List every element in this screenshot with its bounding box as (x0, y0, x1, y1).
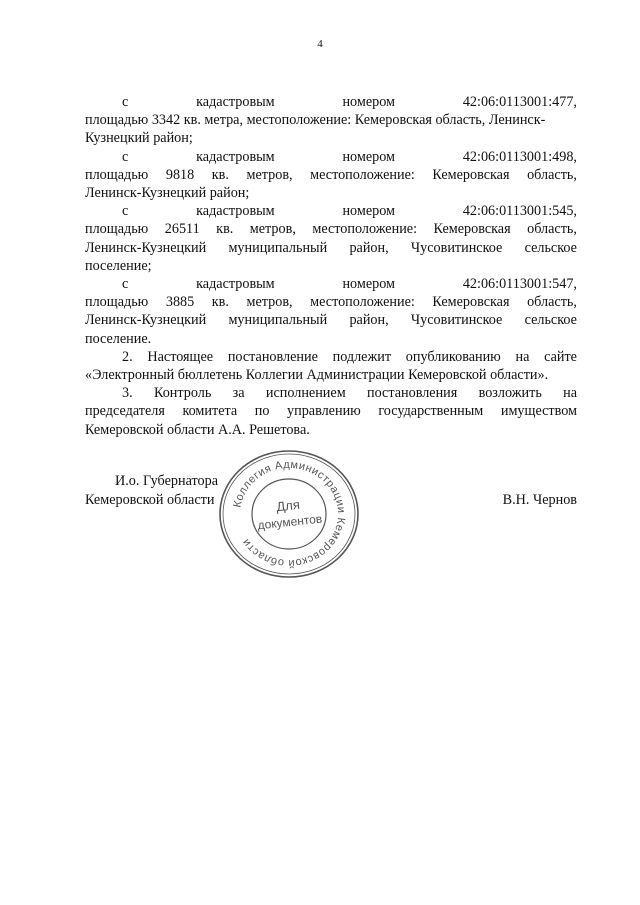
word: 3885 (165, 294, 195, 311)
word: постановление (227, 348, 318, 365)
word: Кемеровская (432, 294, 510, 311)
word: исполнением (265, 385, 346, 402)
stamp-center-line-1: Для (275, 496, 301, 515)
word: площадью (85, 294, 149, 311)
word: возложить (478, 385, 542, 402)
word: постановления (367, 385, 458, 402)
parcel-item-4-line-4: поселение. (85, 330, 152, 347)
paragraph-3-line-1 (85, 384, 577, 402)
word: метров, (249, 221, 296, 238)
word: муниципальный (228, 312, 328, 329)
parcel-item-1-line-1: с кадастровым номером 42:06:0113001:477, (122, 94, 577, 110)
word: район, (349, 312, 389, 329)
word: 9818 (165, 166, 195, 183)
word: Контроль (153, 385, 212, 402)
parcel-item-1-line-3: Кузнецкий район; (85, 130, 193, 147)
document-body (85, 93, 577, 439)
word: область, (527, 166, 577, 183)
parcel-item-2-line-3: Ленинск-Кузнецкий район; (85, 185, 250, 202)
word: Ленинск-Кузнецкий (85, 312, 207, 329)
paragraph-3-line-2 (85, 402, 577, 420)
word: местоположение: (310, 166, 415, 183)
word: имуществом (500, 403, 577, 420)
word: за (232, 385, 245, 402)
parcel-item-4-line-1: с кадастровым номером 42:06:0113001:547, (122, 276, 577, 293)
word: на (515, 348, 530, 365)
word: управлению (287, 403, 361, 420)
word: сайте (544, 348, 577, 365)
word: местоположение: (312, 221, 418, 238)
parcel-item-3-line-1: с кадастровым номером 42:06:0113001:545, (122, 203, 577, 220)
word: площадью (85, 166, 149, 183)
parcel-item-2-line-2 (85, 166, 577, 184)
stamp-seal-icon (217, 448, 361, 580)
stamp-ring-text: Коллегия Администрации Кемеровской области (231, 458, 348, 570)
word: опубликованию (405, 348, 501, 365)
parcel-item-4-line-2 (85, 293, 577, 311)
word: метров, (246, 166, 293, 183)
signatory-name: В.Н. Чернов (502, 492, 577, 508)
signatory-title-line-1: И.о. Губернатора (115, 473, 218, 489)
word: 26511 (164, 221, 200, 238)
stamp-center-line-2: документов (256, 511, 323, 533)
word: Чусовитинское (410, 239, 503, 256)
word: метров, (246, 294, 293, 311)
official-stamp (217, 448, 361, 580)
word: сельское (524, 312, 577, 329)
word: Кемеровская (432, 166, 510, 183)
parcel-item-2-line-1: с кадастровым номером 42:06:0113001:498, (122, 148, 577, 165)
word: Кемеровская (433, 221, 511, 238)
paragraph-2-line-1 (85, 348, 577, 366)
word: 2. (122, 348, 133, 365)
word: район, (349, 239, 389, 256)
word: по (254, 403, 270, 420)
word: комитета (182, 403, 238, 420)
word: кв. (216, 221, 234, 238)
word: область, (527, 294, 577, 311)
parcel-item-3-line-4: поселение; (85, 257, 152, 274)
parcel-item-3-line-3 (85, 239, 577, 257)
word: кв. (211, 166, 229, 183)
word: Настоящее (147, 348, 214, 365)
paragraph-2-line-2: «Электронный бюллетень Коллегии Администрации Кемеровской области». (85, 367, 549, 384)
parcel-item-3-line-2 (85, 220, 577, 238)
word: 3. (122, 385, 133, 402)
word: подлежит (332, 348, 392, 365)
word: государственным (378, 403, 484, 420)
word: на (563, 385, 577, 402)
parcel-item-1-line-2: площадью 3342 кв. метра, местоположение: Кемеровская область, Ленинск- (85, 112, 546, 129)
word: председателя (85, 403, 165, 420)
word: местоположение: (310, 294, 415, 311)
signatory-title-line-2: Кемеровской области (85, 492, 215, 508)
parcel-item-4-line-3 (85, 311, 577, 329)
word: область, (527, 221, 577, 238)
word: Ленинск-Кузнецкий (85, 239, 207, 256)
word: муниципальный (228, 239, 328, 256)
paragraph-3-line-3: Кемеровской области А.А. Решетова. (85, 421, 310, 438)
word: кв. (211, 294, 229, 311)
word: Чусовитинское (410, 312, 503, 329)
page-number: 4 (317, 38, 323, 50)
word: площадью (85, 221, 149, 238)
word: сельское (524, 239, 577, 256)
